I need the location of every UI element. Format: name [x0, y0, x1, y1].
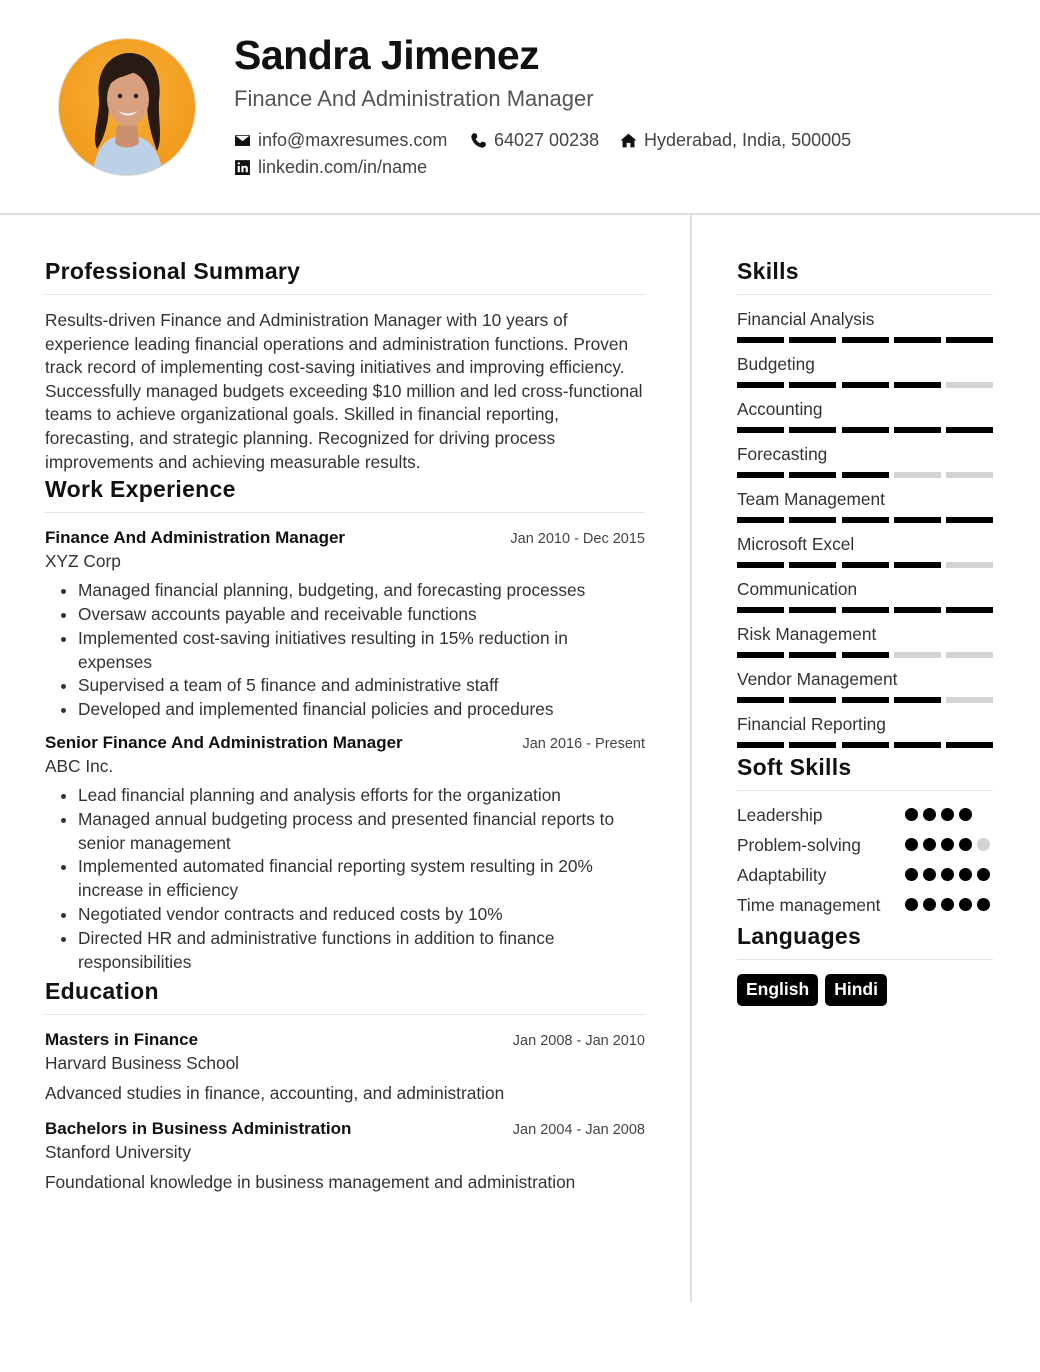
rating-dot [959, 838, 972, 851]
summary-title: Professional Summary [45, 258, 301, 284]
soft-skill-name: Problem-solving [737, 835, 861, 855]
skill-level-segment [737, 742, 784, 748]
skill-level-segment [946, 517, 993, 523]
skill-level-segment [946, 337, 993, 343]
skill-level-segment [737, 697, 784, 703]
skill-level-segment [894, 562, 941, 568]
job-bullets [45, 579, 645, 722]
job-title: Senior Finance And Administration Manager [45, 732, 403, 752]
contact-phone[interactable] [470, 130, 599, 151]
soft-skill-item [737, 893, 993, 917]
language-tag: English [737, 974, 818, 1006]
skill-level-segment [842, 697, 889, 703]
skill-level-segment [737, 562, 784, 568]
skill-level-segment [842, 427, 889, 433]
rating-dot [941, 868, 954, 881]
skill-name: Communication [737, 579, 858, 599]
skill-name: Budgeting [737, 354, 815, 374]
skill-name: Vendor Management [737, 669, 898, 689]
skill-level-segment [894, 337, 941, 343]
skill-level-segment [789, 607, 836, 613]
degree-title: Masters in Finance [45, 1030, 199, 1050]
education-description: Foundational knowledge in business management and administration [45, 1172, 576, 1193]
skill-name: Financial Analysis [737, 309, 875, 329]
skill-name: Team Management [737, 489, 885, 509]
skill-item [737, 534, 993, 568]
experience-section [45, 476, 645, 974]
education-description: Advanced studies in finance, accounting, and administration [45, 1083, 505, 1104]
skill-level-segment [737, 382, 784, 388]
phone-icon [470, 132, 487, 149]
languages-title: Languages [737, 923, 862, 949]
skill-item [737, 714, 993, 748]
rating-dot [959, 808, 972, 821]
skill-level-segment [946, 652, 993, 658]
skill-name: Financial Reporting [737, 714, 886, 734]
candidate-role: Finance And Administration Manager [234, 86, 594, 111]
skill-level-bar [737, 607, 993, 613]
skill-level-segment [946, 427, 993, 433]
candidate-name: Sandra Jimenez [234, 32, 540, 78]
section-divider [737, 790, 993, 791]
skill-level-segment [842, 742, 889, 748]
skill-level-segment [737, 607, 784, 613]
soft-skill-name: Time management [737, 895, 881, 915]
skill-level-segment [894, 427, 941, 433]
home-icon [620, 132, 637, 149]
skill-level-segment [789, 337, 836, 343]
job-entry [45, 528, 645, 722]
soft-skills-list [737, 803, 993, 917]
list-item: • Oversaw accounts payable and receivable functions [78, 603, 645, 627]
education-date: Jan 2004 - Jan 2008 [512, 1122, 645, 1139]
skill-level-segment [842, 607, 889, 613]
section-divider [737, 294, 993, 295]
rating-dot [959, 868, 972, 881]
address-text: Hyderabad, India, 500005 [644, 130, 852, 150]
skill-level-bar [737, 562, 993, 568]
skill-level-segment [737, 652, 784, 658]
skill-level-segment [789, 652, 836, 658]
skill-level-segment [737, 427, 784, 433]
rating-dot [959, 898, 972, 911]
skill-item [737, 444, 993, 478]
rating-dot [905, 808, 918, 821]
skill-level-bar [737, 697, 993, 703]
skill-level-segment [842, 562, 889, 568]
rating-dot [941, 808, 954, 821]
list-item: • Managed financial planning, budgeting, and forecasting processes [78, 579, 645, 603]
skills-title: Skills [737, 258, 799, 284]
skill-level-segment [789, 382, 836, 388]
rating-dot [923, 868, 936, 881]
resume-header [0, 0, 1040, 215]
rating-dot [923, 808, 936, 821]
skill-level-segment [789, 562, 836, 568]
skill-level-bar [737, 742, 993, 748]
skill-level-segment [946, 742, 993, 748]
skill-level-segment [894, 472, 941, 478]
skill-item [737, 489, 993, 523]
soft-skill-rating [905, 803, 993, 821]
rating-dot [941, 898, 954, 911]
skill-level-segment [789, 517, 836, 523]
skill-level-segment [946, 382, 993, 388]
soft-skill-item [737, 803, 993, 827]
language-tag: Hindi [825, 974, 887, 1006]
skill-item [737, 399, 993, 433]
summary-section [45, 258, 645, 474]
rating-dot [905, 838, 918, 851]
rating-dot [905, 898, 918, 911]
column-divider [690, 215, 692, 1303]
skill-item [737, 309, 993, 343]
skill-item [737, 579, 993, 613]
list-item: • Negotiated vendor contracts and reduced costs by 10% [78, 903, 645, 927]
skill-level-segment [789, 742, 836, 748]
skill-level-segment [737, 472, 784, 478]
skill-item [737, 354, 993, 388]
degree-title: Bachelors in Business Administration [45, 1119, 352, 1139]
rating-dot [905, 868, 918, 881]
rating-dot [977, 868, 990, 881]
list-item: • Directed HR and administrative functions in addition to finance responsibilities [78, 927, 645, 975]
education-title: Education [45, 978, 159, 1005]
job-date: Jan 2016 - Present [522, 735, 645, 752]
skill-level-bar [737, 427, 993, 433]
job-date: Jan 2010 - Dec 2015 [510, 531, 645, 548]
job-bullets [45, 784, 645, 974]
school-name: Harvard Business School [45, 1053, 240, 1074]
skill-level-segment [894, 742, 941, 748]
section-divider [45, 1014, 645, 1015]
skill-level-segment [946, 562, 993, 568]
skill-level-segment [894, 607, 941, 613]
summary-text: Results-driven Finance and Administration Manager with 10 years of experience leading financial operations and administration functions. Proven track record of implementing cost-saving initiatives and improving efficiency. Successfully managed budgets exceeding $10 million and led cross-functional teams to achieve organizational goals. Skilled in financial reporting, forecasting, and strategic planning. Recognized for driving process improvements and achieving measurable results. [45, 310, 643, 472]
skill-item [737, 669, 993, 703]
skill-name: Forecasting [737, 444, 828, 464]
skill-level-segment [894, 652, 941, 658]
skill-level-segment [789, 697, 836, 703]
skill-level-segment [842, 337, 889, 343]
education-date: Jan 2008 - Jan 2010 [512, 1033, 645, 1050]
skill-level-segment [737, 337, 784, 343]
linkedin-text: linkedin.com/in/name [258, 157, 428, 177]
contact-email[interactable] [234, 130, 447, 151]
rating-dot [941, 838, 954, 851]
skill-level-bar [737, 517, 993, 523]
list-item: • Supervised a team of 5 finance and administrative staff [78, 674, 645, 698]
job-entry [45, 733, 645, 974]
envelope-icon [234, 132, 251, 149]
languages-list [737, 974, 993, 1006]
rating-dot [923, 838, 936, 851]
skill-name: Risk Management [737, 624, 877, 644]
list-item: • Implemented cost-saving initiatives resulting in 15% reduction in expenses [78, 627, 645, 675]
soft-skill-rating [905, 893, 993, 911]
section-divider [45, 512, 645, 513]
profile-photo-icon [59, 39, 195, 175]
header-divider [0, 213, 1040, 215]
skill-level-segment [789, 427, 836, 433]
soft-skills-title: Soft Skills [737, 754, 852, 780]
linkedin-icon [234, 159, 251, 176]
skills-list [737, 309, 993, 748]
job-company: ABC Inc. [45, 755, 114, 776]
skill-level-segment [789, 472, 836, 478]
skill-level-segment [946, 607, 993, 613]
languages-section [737, 923, 993, 1006]
section-divider [737, 959, 993, 960]
soft-skill-rating [905, 863, 993, 881]
soft-skill-name: Adaptability [737, 865, 827, 885]
list-item: • Implemented automated financial reporting system resulting in 20% increase in efficiency [78, 855, 645, 903]
soft-skill-item [737, 863, 993, 887]
skill-level-bar [737, 337, 993, 343]
skill-level-bar [737, 382, 993, 388]
skill-level-bar [737, 472, 993, 478]
soft-skills-section [737, 754, 993, 917]
experience-title: Work Experience [45, 476, 236, 503]
education-section [45, 978, 645, 1193]
list-item: • Lead financial planning and analysis efforts for the organization [78, 784, 645, 808]
education-entry [45, 1119, 645, 1193]
job-company: XYZ Corp [45, 551, 121, 572]
rating-dot [977, 838, 990, 851]
main-column [45, 258, 645, 1193]
list-item: • Developed and implemented financial policies and procedures [78, 698, 645, 722]
skill-level-segment [842, 472, 889, 478]
skill-name: Accounting [737, 399, 823, 419]
soft-skill-item [737, 833, 993, 857]
email-text: info@maxresumes.com [258, 130, 448, 150]
education-entry [45, 1030, 645, 1104]
skill-name: Microsoft Excel [737, 534, 855, 554]
job-title: Finance And Administration Manager [45, 528, 346, 548]
list-item: • Managed annual budgeting process and presented financial reports to senior management [78, 808, 645, 856]
soft-skill-name: Leadership [737, 805, 823, 825]
phone-text: 64027 00238 [494, 130, 600, 150]
skill-level-segment [946, 472, 993, 478]
skill-level-segment [842, 652, 889, 658]
avatar [59, 39, 195, 175]
skill-level-segment [946, 697, 993, 703]
contact-linkedin[interactable] [234, 157, 427, 178]
skill-level-segment [894, 697, 941, 703]
skill-level-bar [737, 652, 993, 658]
skill-level-segment [737, 517, 784, 523]
skill-level-segment [842, 517, 889, 523]
school-name: Stanford University [45, 1142, 191, 1163]
contact-address [620, 130, 851, 151]
rating-dot [977, 898, 990, 911]
soft-skill-rating [905, 833, 993, 851]
section-divider [45, 294, 645, 295]
rating-dot [923, 898, 936, 911]
skill-level-segment [894, 517, 941, 523]
skill-level-segment [842, 382, 889, 388]
skills-section [737, 258, 993, 748]
sidebar-column [737, 258, 993, 1006]
skill-item [737, 624, 993, 658]
skill-level-segment [894, 382, 941, 388]
